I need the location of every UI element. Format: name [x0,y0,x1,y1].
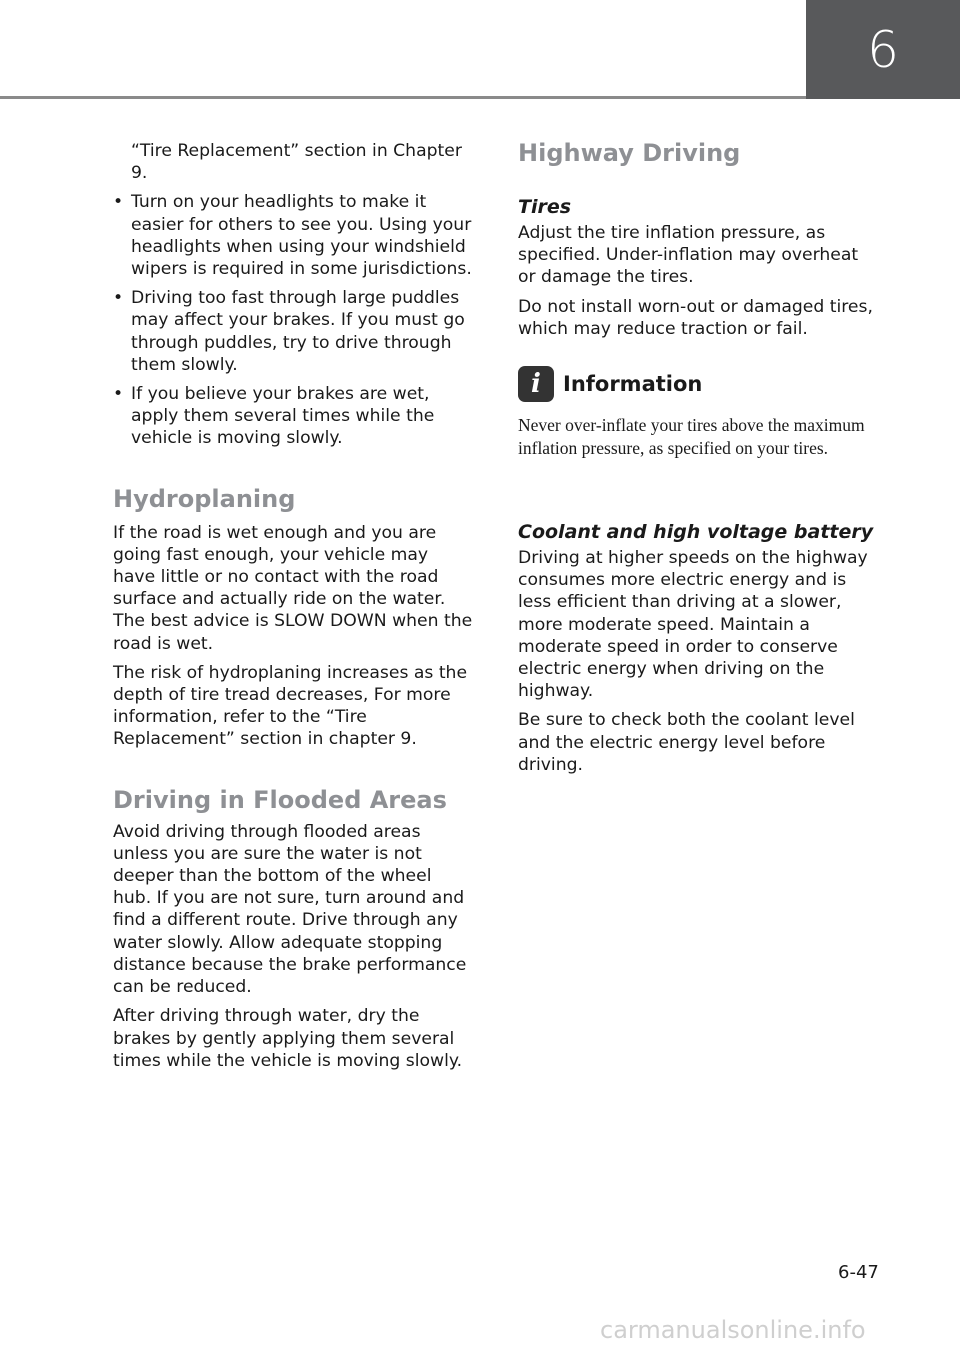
information-title: Information [563,372,703,397]
bullet-icon: • [113,192,124,213]
right-column [518,140,880,783]
hydroplaning-heading: Hydroplaning [113,484,296,513]
flooded-areas-heading: Driving in Flooded Areas [113,785,447,814]
coolant-paragraph: Be sure to check both the coolant level and the electric energy level before driving. [518,710,855,775]
left-column [113,140,475,1079]
hydroplaning-paragraph: If the road is wet enough and you are going fast enough, your vehicle may have little or no contact with the road surface and actually ride on the water. The best advice is SLOW DOWN when the road is wet. [113,522,473,654]
information-header [518,366,880,402]
continuation-text: “Tire Replacement” section in Chapter 9. [131,141,462,184]
list-item [113,191,475,280]
coolant-heading: Coolant and high voltage battery [518,521,874,544]
bullet-text: If you believe your brakes are wet, apply them several times while the vehicle is moving slowly. [131,384,435,449]
watermark: carmanualsonline.info [600,1316,866,1344]
tires-paragraph: Do not install worn-out or damaged tires, which may reduce traction or fail. [518,296,873,339]
list-item [113,383,475,450]
page-number: 6-47 [838,1262,879,1283]
flooded-paragraph: After driving through water, dry the brakes by gently applying them several times while the vehicle is moving slowly. [113,1006,463,1071]
bullet-icon: • [113,384,124,405]
information-icon: i [518,366,554,402]
hydroplaning-paragraph: The risk of hydroplaning increases as the depth of tire tread decreases, For more information, refer to the “Tire Replacement” section in chapter 9. [113,662,468,750]
bullet-icon: • [113,288,124,309]
bullet-text: Driving too fast through large puddles may affect your brakes. If you must go through puddles, try to drive through them slowly. [131,288,465,375]
bullet-text: Turn on your headlights to make it easier for others to see you. Using your headlights when using your windshield wipers is required in some jurisdictions. [131,192,472,280]
bullet-list [113,191,475,449]
coolant-paragraph: Driving at higher speeds on the highway consumes more electric energy and is less efficient than driving at a slower, more moderate speed. Maintain a moderate speed in order to conserve electric energy when driving on the highway. [518,548,868,702]
chapter-tab: 6 [806,0,960,99]
flooded-paragraph: Avoid driving through flooded areas unless you are sure the water is not deeper than the bottom of the wheel hub. If you are not sure, turn around and find a different route. Drive through any water slowly. Allow adequate stopping distance because the brake performance can be reduced. [113,821,467,998]
header-rule [0,96,806,99]
information-text: Never over-inflate your tires above the maximum inflation pressure, as specified on your tires. [518,415,865,458]
highway-driving-heading: Highway Driving [518,139,741,167]
tires-heading: Tires [518,196,572,218]
tires-paragraph: Adjust the tire inflation pressure, as specified. Under-inflation may overheat or damage the tires. [518,223,859,288]
list-item [113,287,475,376]
